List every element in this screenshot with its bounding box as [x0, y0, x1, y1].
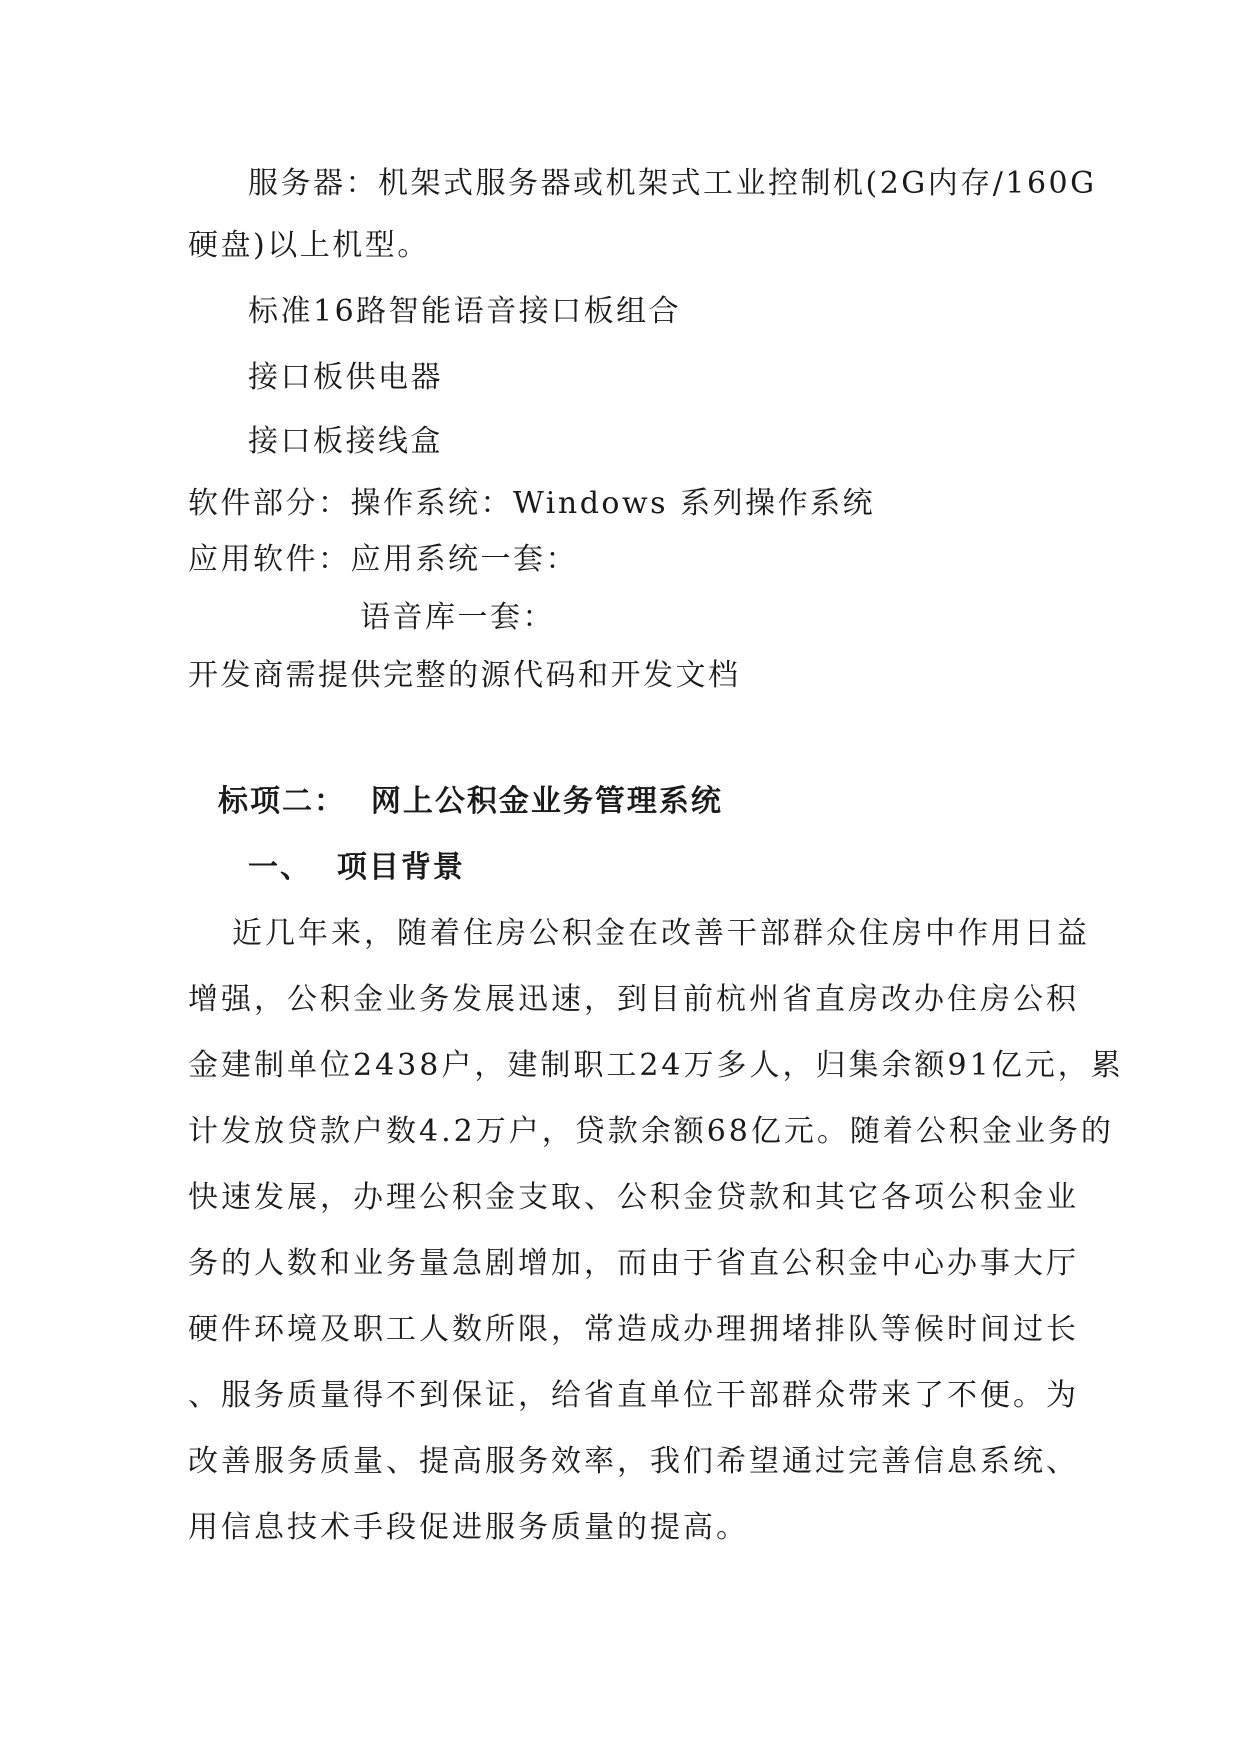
section-title: 标项二： 网上公积金业务管理系统: [218, 784, 723, 819]
software-os-line: 软件部分：操作系统：Windows 系列操作系统: [188, 486, 876, 521]
software-voice-library-line: 语音库一套：: [360, 600, 555, 635]
paragraph-line: 务的人数和业务量急剧增加，而由于省直公积金中心办事大厅: [188, 1246, 1079, 1281]
paragraph-line: 快速发展，办理公积金支取、公积金贷款和其它各项公积金业: [188, 1180, 1079, 1215]
paragraph-line: 改善服务质量、提高服务效率，我们希望通过完善信息系统、: [188, 1444, 1079, 1479]
hardware-item: 接口板供电器: [248, 360, 443, 395]
paragraph-line: 增强，公积金业务发展迅速，到目前杭州省直房改办住房公积: [188, 982, 1079, 1017]
paragraph-line: 用信息技术手段促进服务质量的提高。: [188, 1510, 749, 1545]
paragraph-line: 近几年来，随着住房公积金在改善干部群众住房中作用日益: [232, 916, 1090, 951]
server-spec-line-1: 服务器：机架式服务器或机架式工业控制机(2G内存/160G: [248, 166, 1097, 201]
paragraph-line: 金建制单位2438户，建制职工24万多人，归集余额91亿元，累: [188, 1048, 1124, 1083]
paragraph-line: 硬件环境及职工人数所限，常造成办理拥堵排队等候时间过长: [188, 1312, 1079, 1347]
source-code-requirement: 开发商需提供完整的源代码和开发文档: [188, 658, 741, 693]
hardware-item: 标准16路智能语音接口板组合: [248, 294, 682, 329]
subsection-title: 一、 项目背景: [248, 850, 465, 885]
software-app-line: 应用软件：应用系统一套：: [188, 542, 578, 577]
hardware-item: 接口板接线盒: [248, 424, 443, 459]
paragraph-line: 计发放贷款户数4.2万户，贷款余额68亿元。随着公积金业务的: [188, 1114, 1114, 1149]
paragraph-line: 、服务质量得不到保证，给省直单位干部群众带来了不便。为: [188, 1378, 1079, 1413]
server-spec-line-2: 硬盘)以上机型。: [188, 228, 430, 263]
